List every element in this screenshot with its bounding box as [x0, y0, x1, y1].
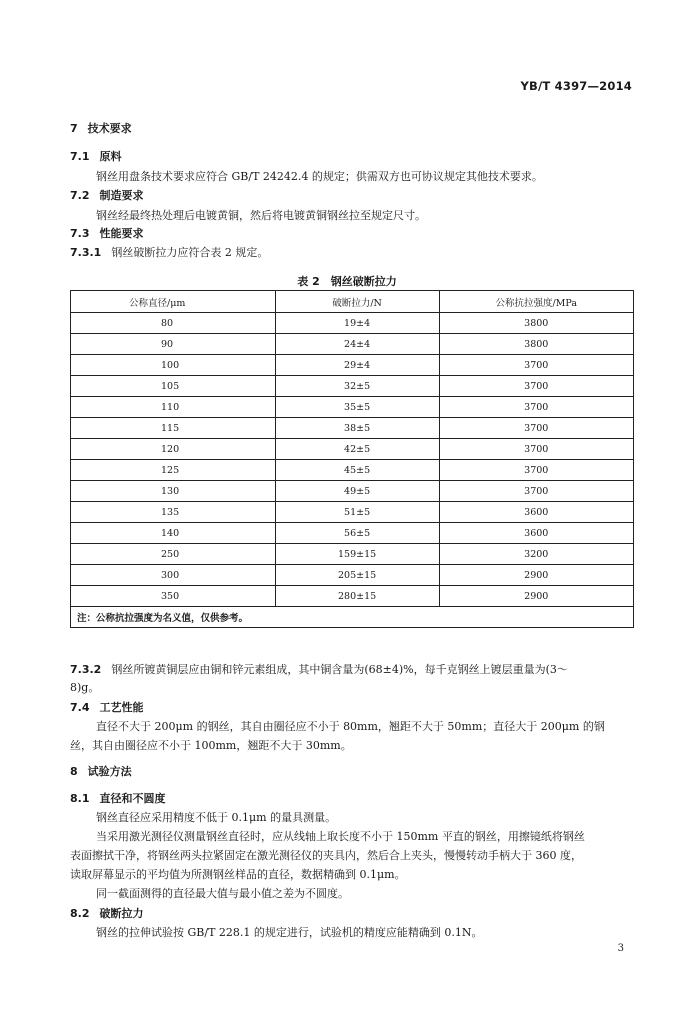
cell-tensile-strength: 3800 — [439, 313, 633, 334]
table-row — [71, 334, 634, 355]
cell-breaking-force: 159±15 — [275, 544, 439, 565]
header-nominal-diameter: 公称直径/μm — [71, 291, 276, 313]
section-7-3-2-line1: 7.3.2 钢丝所镀黄铜层应由铜和锌元素组成，其中铜含量为(68±4)%，每千克钢丝上镀层重量为(3～ — [70, 663, 568, 676]
cell-nominal-diameter: 350 — [71, 586, 276, 607]
cell-nominal-diameter: 135 — [71, 502, 276, 523]
cell-breaking-force: 35±5 — [275, 397, 439, 418]
cell-nominal-diameter: 120 — [71, 439, 276, 460]
section-8-1-body-line3: 表面擦拭干净，将钢丝两头拉紧固定在激光测径仪的夹具内，然后合上夹头，慢慢转动手柄大于 360 度， — [70, 849, 582, 862]
table-row — [71, 481, 634, 502]
table-header-row — [71, 291, 634, 313]
cell-nominal-diameter: 300 — [71, 565, 276, 586]
cell-nominal-diameter: 90 — [71, 334, 276, 355]
breaking-force-table — [70, 290, 634, 628]
section-8-2-body: 钢丝的拉伸试验按 GB/T 228.1 的规定进行，试验机的精度应能精确到 0.1N。 — [96, 926, 483, 939]
cell-breaking-force: 19±4 — [275, 313, 439, 334]
cell-nominal-diameter: 80 — [71, 313, 276, 334]
cell-nominal-diameter: 100 — [71, 355, 276, 376]
cell-breaking-force: 24±4 — [275, 334, 439, 355]
cell-breaking-force: 38±5 — [275, 418, 439, 439]
table-row — [71, 586, 634, 607]
table-row — [71, 355, 634, 376]
table-row — [71, 523, 634, 544]
header-tensile-strength: 公称抗拉强度/MPa — [439, 291, 633, 313]
section-8-1-body-line5: 同一截面测得的直径最大值与最小值之差为不圆度。 — [96, 887, 349, 900]
cell-nominal-diameter: 125 — [71, 460, 276, 481]
cell-breaking-force: 45±5 — [275, 460, 439, 481]
section-8-1-body-line1: 钢丝直径应采用精度不低于 0.1μm 的量具测量。 — [96, 811, 337, 824]
section-8-2-heading: 8.2 破断拉力 — [70, 907, 144, 920]
cell-nominal-diameter: 110 — [71, 397, 276, 418]
cell-breaking-force: 51±5 — [275, 502, 439, 523]
cell-tensile-strength: 3700 — [439, 397, 633, 418]
section-8-1-body-line4: 读取屏幕显示的平均值为所测钢丝样品的直径，数据精确到 0.1μm。 — [70, 868, 406, 881]
standard-number: YB/T 4397—2014 — [520, 79, 632, 93]
cell-tensile-strength: 2900 — [439, 586, 633, 607]
cell-breaking-force: 56±5 — [275, 523, 439, 544]
section-7-2-body: 钢丝经最终热处理后电镀黄铜，然后将电镀黄铜钢丝拉至规定尺寸。 — [96, 209, 426, 222]
cell-tensile-strength: 3700 — [439, 418, 633, 439]
section-7-3-2-line2: 8)g。 — [70, 681, 100, 694]
cell-tensile-strength: 2900 — [439, 565, 633, 586]
section-7-4-body-line2: 丝，其自由圈径应不小于 100mm，翘距不大于 30mm。 — [70, 739, 352, 752]
cell-breaking-force: 29±4 — [275, 355, 439, 376]
table-note-row — [71, 607, 634, 628]
table-row — [71, 397, 634, 418]
cell-tensile-strength: 3600 — [439, 523, 633, 544]
header-breaking-force: 破断拉力/N — [275, 291, 439, 313]
section-7-heading: 7 技术要求 — [70, 122, 132, 135]
cell-tensile-strength: 3700 — [439, 439, 633, 460]
cell-breaking-force: 32±5 — [275, 376, 439, 397]
section-7-4-body-line1: 直径不大于 200μm 的钢丝，其自由圈径应不小于 80mm，翘距不大于 50mm；直径大于 200μm 的钢 — [96, 720, 605, 733]
cell-nominal-diameter: 250 — [71, 544, 276, 565]
cell-nominal-diameter: 140 — [71, 523, 276, 544]
cell-nominal-diameter: 105 — [71, 376, 276, 397]
cell-breaking-force: 49±5 — [275, 481, 439, 502]
cell-breaking-force: 205±15 — [275, 565, 439, 586]
cell-nominal-diameter: 130 — [71, 481, 276, 502]
table-row — [71, 313, 634, 334]
cell-breaking-force: 42±5 — [275, 439, 439, 460]
table-row — [71, 439, 634, 460]
cell-tensile-strength: 3700 — [439, 481, 633, 502]
section-8-1-heading: 8.1 直径和不圆度 — [70, 792, 166, 805]
table-body — [71, 313, 634, 607]
cell-tensile-strength: 3600 — [439, 502, 633, 523]
section-7-1-heading: 7.1 原料 — [70, 150, 122, 163]
table-row — [71, 565, 634, 586]
table-note: 注：公称抗拉强度为名义值，仅供参考。 — [71, 607, 634, 628]
table-2-title: 表 2 钢丝破断拉力 — [297, 275, 397, 288]
section-7-4-heading: 7.4 工艺性能 — [70, 701, 144, 714]
cell-nominal-diameter: 115 — [71, 418, 276, 439]
table-row — [71, 544, 634, 565]
cell-tensile-strength: 3700 — [439, 460, 633, 481]
section-8-1-body-line2: 当采用激光测径仪测量钢丝直径时，应从线轴上取长度不小于 150mm 平直的钢丝，用擦镜纸将钢丝 — [96, 830, 585, 843]
table-row — [71, 502, 634, 523]
section-7-2-heading: 7.2 制造要求 — [70, 189, 144, 202]
cell-tensile-strength: 3800 — [439, 334, 633, 355]
page-number: 3 — [617, 943, 624, 954]
section-7-1-body: 钢丝用盘条技术要求应符合 GB/T 24242.4 的规定；供需双方也可协议规定其他技术要求。 — [96, 170, 543, 183]
cell-tensile-strength: 3700 — [439, 355, 633, 376]
cell-breaking-force: 280±15 — [275, 586, 439, 607]
table-row — [71, 376, 634, 397]
cell-tensile-strength: 3700 — [439, 376, 633, 397]
section-7-3-1: 7.3.1 钢丝破断拉力应符合表 2 规定。 — [70, 246, 269, 259]
section-7-3-heading: 7.3 性能要求 — [70, 227, 144, 240]
table-row — [71, 460, 634, 481]
section-8-heading: 8 试验方法 — [70, 765, 132, 778]
cell-tensile-strength: 3200 — [439, 544, 633, 565]
table-row — [71, 418, 634, 439]
